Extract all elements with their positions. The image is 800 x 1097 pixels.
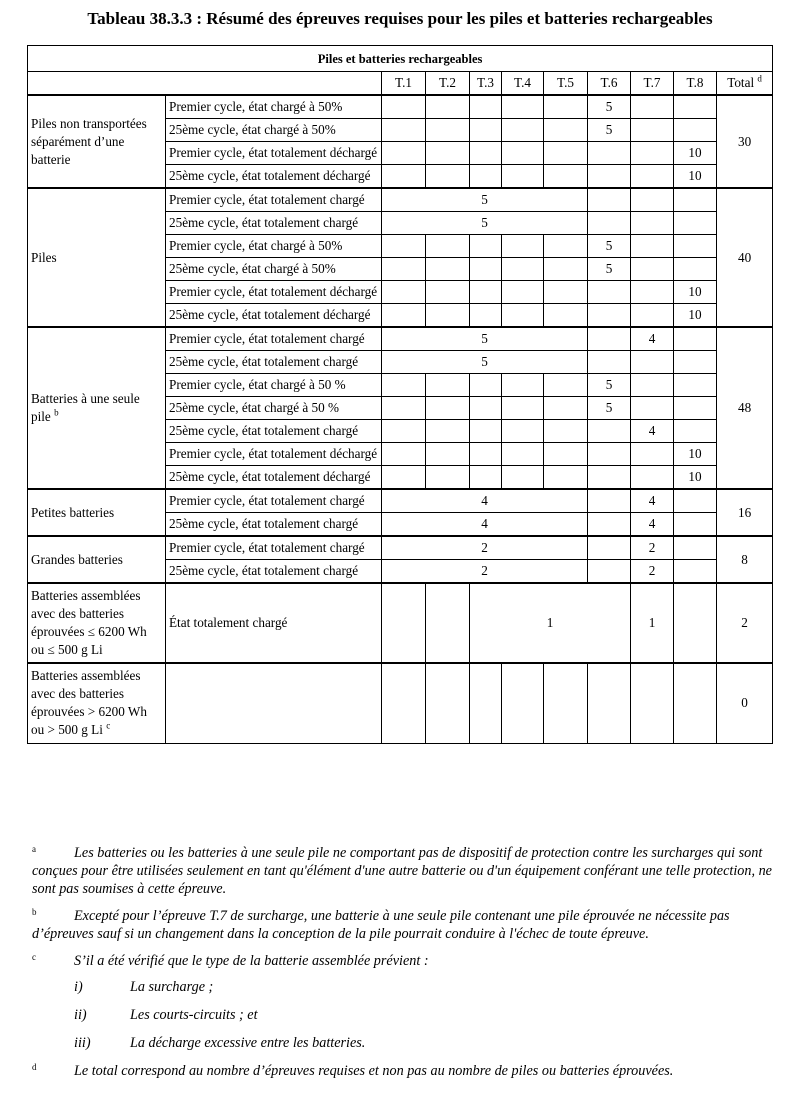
empty-cell: [631, 466, 674, 490]
footnote-d: [32, 1062, 772, 1080]
total-cell: 48: [717, 327, 773, 489]
value-cell: 10: [674, 466, 717, 490]
condition-cell: Premier cycle, état totalement déchargé: [166, 281, 382, 304]
value-cell: 5: [382, 188, 588, 212]
condition-cell: 25ème cycle, état totalement chargé: [166, 420, 382, 443]
empty-cell: [674, 119, 717, 142]
empty-cell: [674, 489, 717, 513]
condition-cell: Premier cycle, état chargé à 50 %: [166, 374, 382, 397]
empty-cell: [588, 443, 631, 466]
empty-cell: [470, 466, 502, 490]
empty-cell: [588, 165, 631, 189]
total-cell: 8: [717, 536, 773, 583]
empty-cell: [470, 304, 502, 328]
condition-cell: 25ème cycle, état chargé à 50 %: [166, 397, 382, 420]
category-label: Batteries à une seule pile: [31, 391, 140, 424]
empty-cell: [544, 95, 588, 119]
footnote-c-item: [32, 978, 772, 996]
column-header-row: [28, 72, 773, 96]
empty-cell: [631, 212, 674, 235]
category-label: Piles non transportées séparément d’une batterie: [31, 115, 147, 167]
empty-cell: [470, 235, 502, 258]
table-row: [28, 536, 773, 560]
empty-cell: [502, 142, 544, 165]
empty-cell: [674, 188, 717, 212]
empty-cell: [426, 95, 470, 119]
value-cell: 4: [631, 420, 674, 443]
empty-cell: [502, 119, 544, 142]
empty-cell: [470, 374, 502, 397]
empty-cell: [382, 420, 426, 443]
empty-cell: [470, 165, 502, 189]
empty-cell: [588, 420, 631, 443]
empty-cell: [382, 374, 426, 397]
value-cell: 2: [382, 536, 588, 560]
footnote-c-item: [32, 1006, 772, 1024]
empty-cell: [674, 420, 717, 443]
table-row: [28, 95, 773, 119]
condition-cell: Premier cycle, état chargé à 50%: [166, 95, 382, 119]
empty-cell: [674, 513, 717, 537]
empty-cell: [502, 165, 544, 189]
empty-cell: [631, 443, 674, 466]
empty-cell: [426, 466, 470, 490]
empty-cell: [674, 560, 717, 584]
item-number: iii): [74, 1035, 91, 1051]
footnote-ref: b: [54, 407, 59, 418]
condition-cell: Premier cycle, état totalement chargé: [166, 188, 382, 212]
empty-cell: [588, 513, 631, 537]
table-row: [28, 327, 773, 351]
empty-cell: [674, 536, 717, 560]
empty-cell: [382, 281, 426, 304]
total-cell: 16: [717, 489, 773, 536]
empty-cell: [502, 281, 544, 304]
empty-cell: [426, 374, 470, 397]
column-header: T.4: [502, 72, 544, 96]
empty-cell: [470, 443, 502, 466]
empty-cell: [382, 663, 426, 743]
footnote-ref: d: [757, 73, 762, 84]
empty-cell: [382, 258, 426, 281]
empty-cell: [631, 188, 674, 212]
item-number: i): [74, 979, 83, 995]
empty-cell: [674, 663, 717, 743]
value-cell: 4: [631, 327, 674, 351]
footnote-mark: d: [32, 1062, 37, 1072]
empty-cell: [426, 583, 470, 663]
empty-cell: [674, 212, 717, 235]
footnote-a: [32, 844, 772, 898]
footnote-c-item: [32, 1034, 772, 1052]
category-label: Batteries assemblées avec des batteries éprouvées ≤ 6200 Wh ou ≤ 500 g Li: [31, 588, 147, 657]
value-cell: 10: [674, 443, 717, 466]
total-cell: 2: [717, 583, 773, 663]
empty-cell: [631, 235, 674, 258]
footnote-text: Le total correspond au nombre d’épreuves requises et non pas au nombre de piles ou batteries éprouvées.: [74, 1063, 674, 1079]
column-header: T.8: [674, 72, 717, 96]
value-cell: 10: [674, 304, 717, 328]
table-header: Piles et batteries rechargeables: [28, 46, 773, 72]
empty-cell: [588, 142, 631, 165]
empty-cell: [502, 466, 544, 490]
empty-cell: [544, 466, 588, 490]
table-title: Tableau 38.3.3 : Résumé des épreuves requises pour les piles et batteries rechargeables: [87, 9, 713, 28]
empty-cell: [588, 188, 631, 212]
empty-cell: [631, 258, 674, 281]
column-header: T.2: [426, 72, 470, 96]
value-cell: 10: [674, 281, 717, 304]
empty-cell: [544, 397, 588, 420]
value-cell: 5: [588, 95, 631, 119]
empty-cell: [426, 258, 470, 281]
empty-cell: [588, 466, 631, 490]
category-label: Piles: [31, 249, 57, 265]
condition-cell: Premier cycle, état totalement déchargé: [166, 443, 382, 466]
empty-cell: [588, 212, 631, 235]
empty-cell: [631, 374, 674, 397]
empty-cell: [544, 235, 588, 258]
empty-cell: [631, 663, 674, 743]
empty-cell: [544, 119, 588, 142]
empty-cell: [588, 304, 631, 328]
empty-cell: [631, 142, 674, 165]
condition-cell: [166, 663, 382, 743]
empty-cell: [631, 281, 674, 304]
value-cell: 10: [674, 142, 717, 165]
value-cell: 5: [382, 351, 588, 374]
footnote-text: Les batteries ou les batteries à une seule pile ne comportant pas de dispositif de protection contre les surcharges qui sont conçues pour être utilisées seulement en tant qu'élément d'une autre batterie ou d'un équipement conférant une telle protection, ne sont pas soumises à cette épreuve.: [32, 845, 772, 897]
empty-cell: [502, 397, 544, 420]
empty-cell: [631, 397, 674, 420]
empty-cell: [426, 281, 470, 304]
empty-cell: [588, 351, 631, 374]
item-text: La surcharge ;: [130, 979, 214, 995]
tests-summary-table: [27, 45, 773, 744]
empty-cell: [502, 95, 544, 119]
value-cell: 4: [382, 513, 588, 537]
empty-cell: [426, 165, 470, 189]
empty-cell: [382, 119, 426, 142]
condition-cell: Premier cycle, état totalement chargé: [166, 327, 382, 351]
value-cell: 2: [382, 560, 588, 584]
empty-cell: [426, 663, 470, 743]
empty-cell: [502, 420, 544, 443]
empty-cell: [544, 304, 588, 328]
empty-cell: [631, 304, 674, 328]
condition-cell: Premier cycle, état chargé à 50%: [166, 235, 382, 258]
condition-cell: 25ème cycle, état totalement déchargé: [166, 304, 382, 328]
footnote-mark: b: [32, 907, 37, 917]
value-cell: 4: [631, 489, 674, 513]
total-cell: 40: [717, 188, 773, 327]
empty-cell: [631, 165, 674, 189]
empty-cell: [426, 235, 470, 258]
item-text: La décharge excessive entre les batteries.: [130, 1035, 366, 1051]
empty-cell: [502, 374, 544, 397]
condition-cell: 25ème cycle, état chargé à 50%: [166, 119, 382, 142]
empty-cell: [588, 489, 631, 513]
category-cell: [28, 536, 166, 583]
empty-cell: [382, 235, 426, 258]
footnote-c: [32, 952, 772, 970]
column-header: T.3: [470, 72, 502, 96]
value-cell: 5: [588, 119, 631, 142]
empty-cell: [382, 142, 426, 165]
empty-cell: [382, 466, 426, 490]
empty-cell: [544, 443, 588, 466]
value-cell: 4: [382, 489, 588, 513]
value-cell: 5: [588, 397, 631, 420]
empty-cell: [588, 281, 631, 304]
empty-cell: [544, 142, 588, 165]
footnotes: [32, 844, 772, 1089]
empty-cell: [631, 119, 674, 142]
empty-cell: [426, 304, 470, 328]
condition-cell: 25ème cycle, état totalement déchargé: [166, 466, 382, 490]
empty-cell: [426, 397, 470, 420]
footnote-mark: c: [32, 952, 36, 962]
condition-cell: 25ème cycle, état totalement chargé: [166, 560, 382, 584]
empty-cell: [426, 142, 470, 165]
category-cell: [28, 583, 166, 663]
column-header: [717, 72, 773, 96]
empty-cell: [502, 258, 544, 281]
empty-cell: [382, 443, 426, 466]
category-label: Batteries assemblées avec des batteries éprouvées > 6200 Wh ou > 500 g Li: [31, 668, 147, 738]
empty-cell: [588, 536, 631, 560]
empty-cell: [674, 351, 717, 374]
footnote-b: [32, 907, 772, 943]
condition-cell: 25ème cycle, état chargé à 50%: [166, 258, 382, 281]
empty-cell: [502, 443, 544, 466]
table-row: [28, 188, 773, 212]
empty-cell: [544, 165, 588, 189]
empty-cell: [382, 583, 426, 663]
empty-cell: [502, 235, 544, 258]
empty-cell: [470, 420, 502, 443]
empty-cell: [470, 663, 502, 743]
column-header-empty: [28, 72, 382, 96]
empty-cell: [544, 663, 588, 743]
condition-cell: 25ème cycle, état totalement chargé: [166, 212, 382, 235]
empty-cell: [502, 304, 544, 328]
empty-cell: [544, 420, 588, 443]
empty-cell: [382, 95, 426, 119]
footnote-mark: a: [32, 844, 36, 854]
condition-cell: Premier cycle, état totalement déchargé: [166, 142, 382, 165]
value-cell: 10: [674, 165, 717, 189]
category-label: Grandes batteries: [31, 551, 123, 567]
empty-cell: [382, 304, 426, 328]
value-cell: 1: [470, 583, 631, 663]
category-cell: [28, 327, 166, 489]
empty-cell: [674, 583, 717, 663]
footnote-ref: c: [106, 720, 111, 731]
empty-cell: [588, 327, 631, 351]
column-header-label: Total: [727, 75, 755, 90]
empty-cell: [674, 327, 717, 351]
column-header: T.7: [631, 72, 674, 96]
empty-cell: [631, 95, 674, 119]
category-cell: [28, 489, 166, 536]
table-row: [28, 663, 773, 743]
value-cell: 4: [631, 513, 674, 537]
category-label: Petites batteries: [31, 504, 115, 520]
category-cell: [28, 95, 166, 188]
empty-cell: [426, 119, 470, 142]
table-row: [28, 489, 773, 513]
empty-cell: [588, 560, 631, 584]
empty-cell: [426, 443, 470, 466]
value-cell: 2: [631, 560, 674, 584]
table-row: [28, 583, 773, 663]
empty-cell: [470, 95, 502, 119]
condition-cell: 25ème cycle, état totalement chargé: [166, 351, 382, 374]
column-header: T.5: [544, 72, 588, 96]
empty-cell: [674, 374, 717, 397]
empty-cell: [674, 258, 717, 281]
empty-cell: [470, 258, 502, 281]
condition-cell: 25ème cycle, état totalement chargé: [166, 513, 382, 537]
empty-cell: [382, 397, 426, 420]
empty-cell: [470, 281, 502, 304]
condition-cell: 25ème cycle, état totalement déchargé: [166, 165, 382, 189]
footnote-text: Excepté pour l’épreuve T.7 de surcharge, une batterie à une seule pile contenant une pile éprouvée ne nécessite pas d’épreuves sauf si un changement dans la conception de la pile pourrait conduire à l'échec de toute épreuve.: [32, 908, 730, 942]
empty-cell: [470, 142, 502, 165]
empty-cell: [544, 281, 588, 304]
empty-cell: [470, 119, 502, 142]
condition-cell: État totalement chargé: [166, 583, 382, 663]
condition-cell: Premier cycle, état totalement chargé: [166, 489, 382, 513]
empty-cell: [588, 663, 631, 743]
empty-cell: [502, 663, 544, 743]
empty-cell: [631, 351, 674, 374]
value-cell: 5: [382, 327, 588, 351]
total-cell: 0: [717, 663, 773, 743]
value-cell: 5: [588, 235, 631, 258]
total-cell: 30: [717, 95, 773, 188]
condition-cell: Premier cycle, état totalement chargé: [166, 536, 382, 560]
empty-cell: [674, 397, 717, 420]
empty-cell: [382, 165, 426, 189]
empty-cell: [544, 258, 588, 281]
category-cell: [28, 188, 166, 327]
empty-cell: [470, 397, 502, 420]
item-text: Les courts-circuits ; et: [130, 1007, 258, 1023]
value-cell: 2: [631, 536, 674, 560]
item-number: ii): [74, 1007, 87, 1023]
footnote-text: S’il a été vérifié que le type de la batterie assemblée prévient :: [74, 953, 429, 969]
empty-cell: [674, 235, 717, 258]
value-cell: 5: [588, 374, 631, 397]
column-header: T.1: [382, 72, 426, 96]
column-header: T.6: [588, 72, 631, 96]
empty-cell: [426, 420, 470, 443]
empty-cell: [674, 95, 717, 119]
category-cell: [28, 663, 166, 743]
value-cell: 1: [631, 583, 674, 663]
value-cell: 5: [588, 258, 631, 281]
value-cell: 5: [382, 212, 588, 235]
empty-cell: [544, 374, 588, 397]
